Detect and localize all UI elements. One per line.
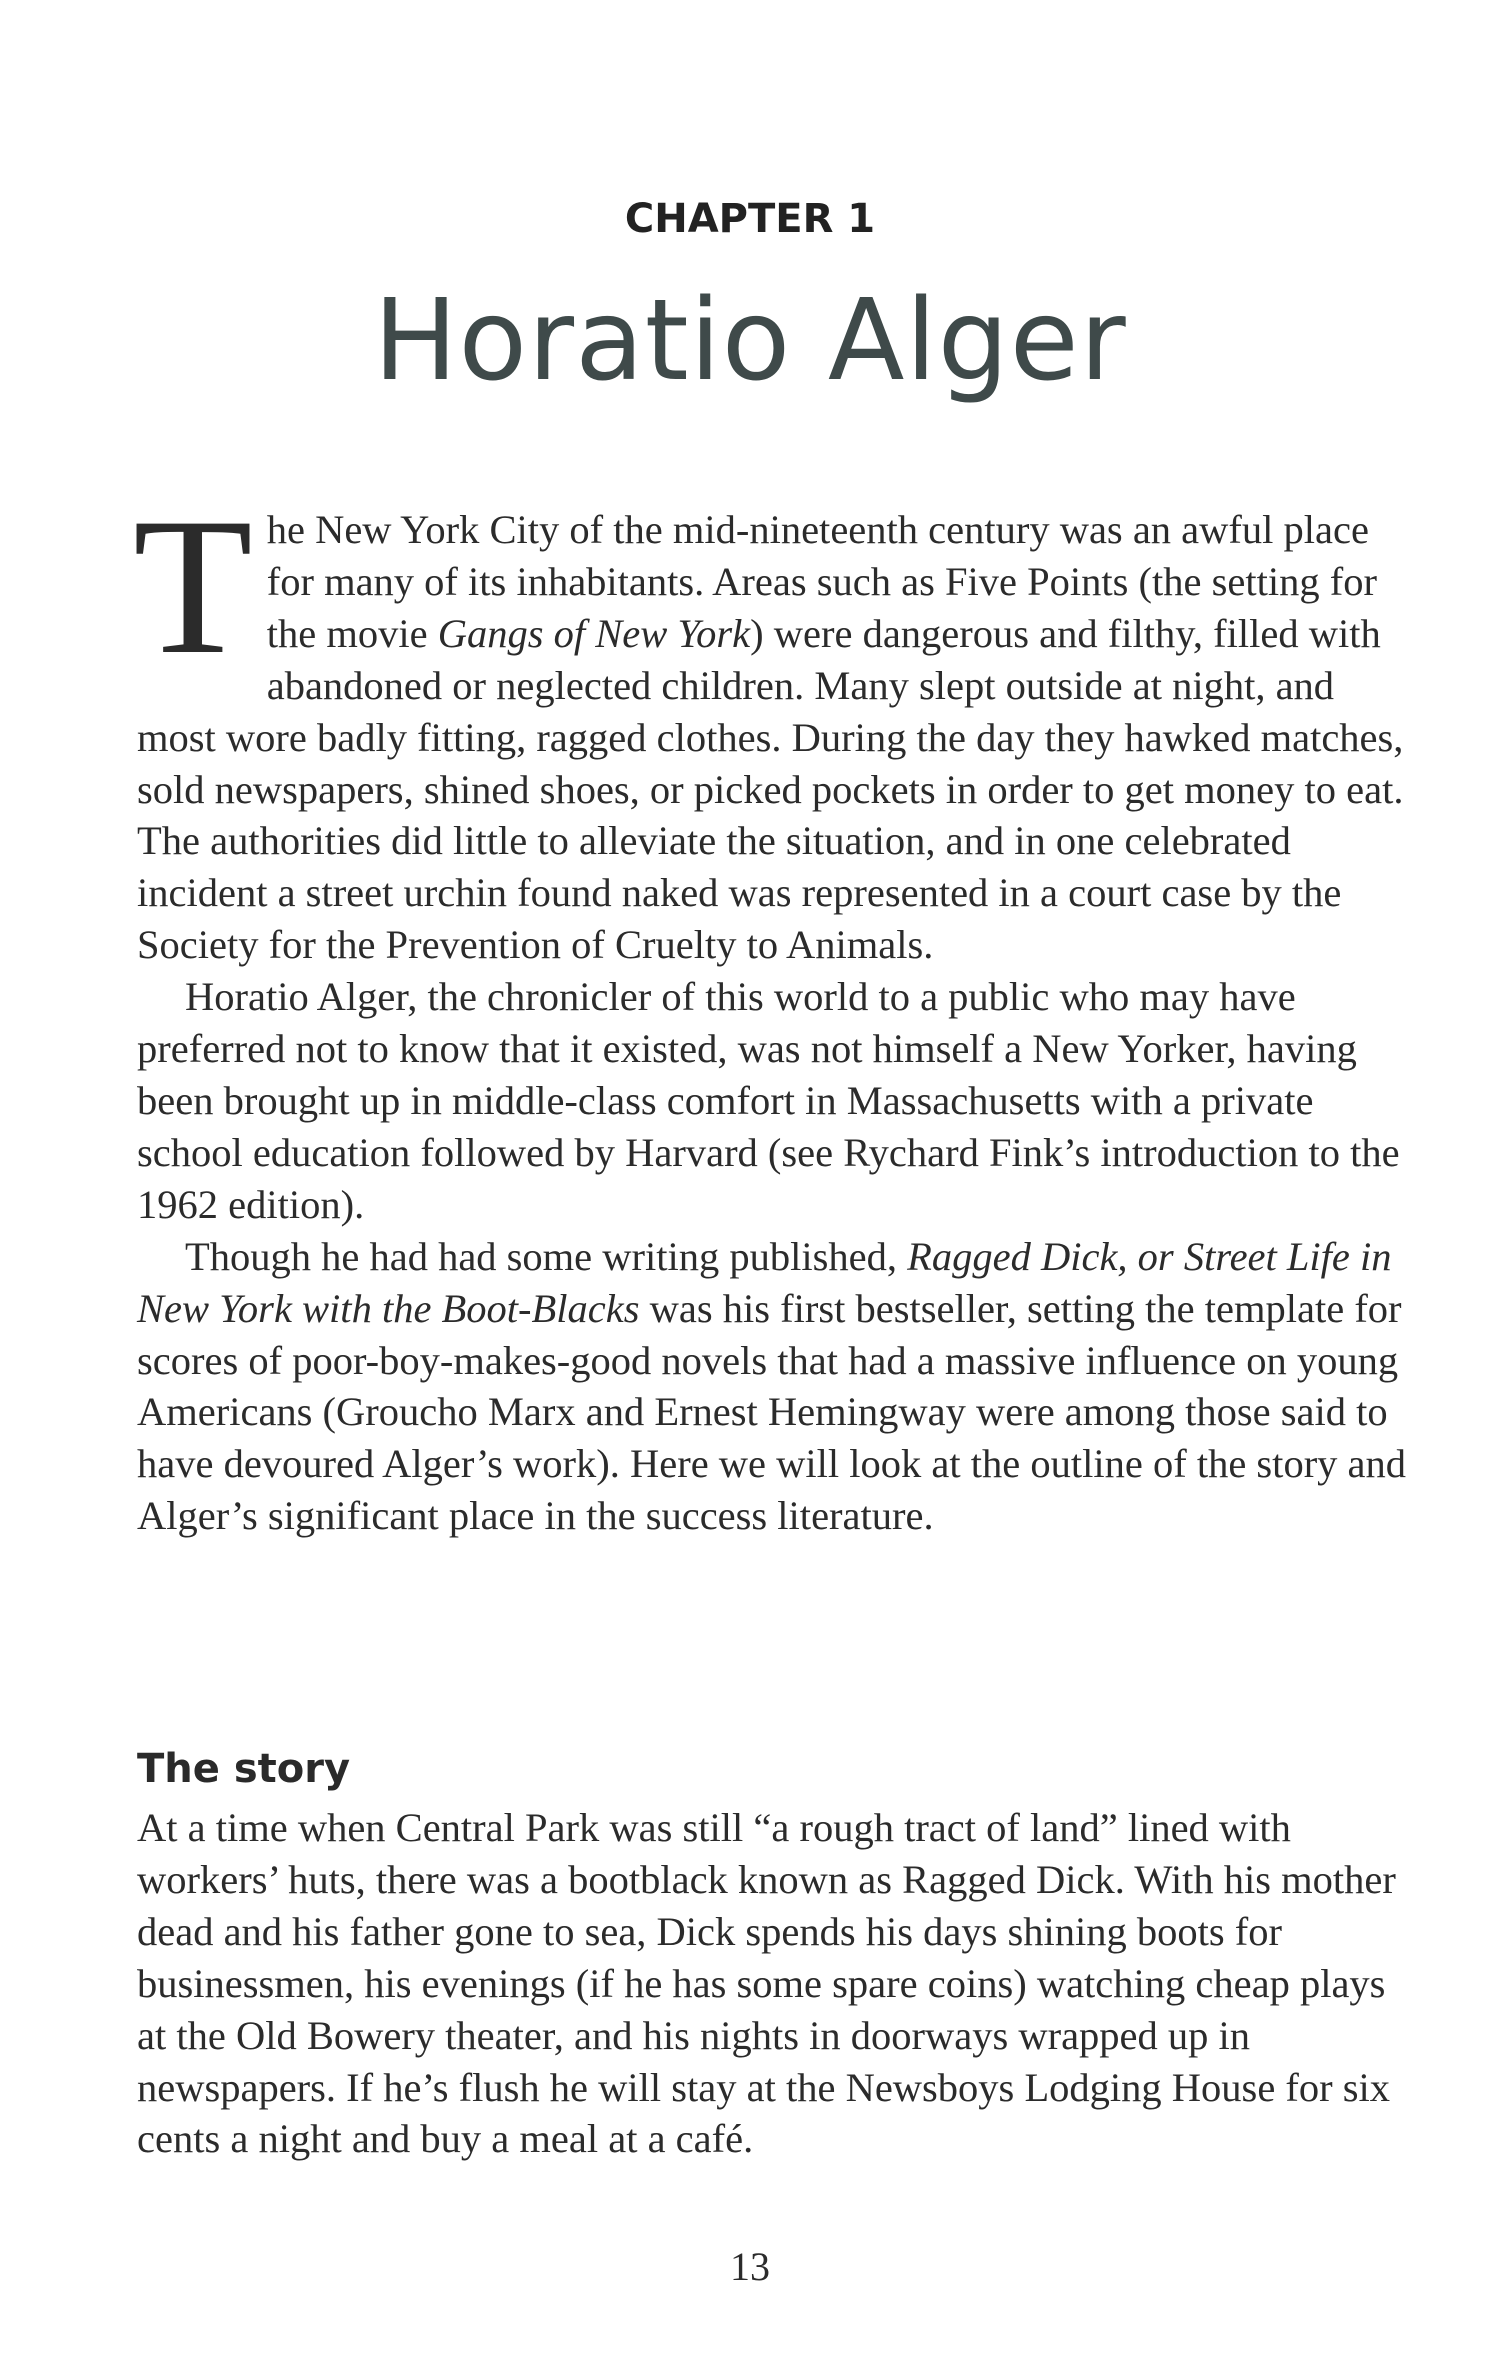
intro-text-a: he New York City of the mid-nineteenth century was an awful place for many of its inhabitants. Areas such as Five Points (the setting for the movie (266, 507, 1377, 656)
intro-section (133, 478, 1409, 1542)
intro-para3-text-a: Though he had had some writing published, (185, 1233, 908, 1279)
intro-para3-text-b: was his first bestseller, setting the template for scores of poor-boy-makes-good novels that had a massive influence on young Americans (Groucho Marx and Ernest Hemingway were among those said to have devoured Alger’s work). Here we will look at the outline of the story and Alger’s significant place in the success literature. (137, 1285, 1407, 1539)
section-heading: The story (137, 1746, 351, 1792)
story-paragraph-1: At a time when Central Park was still “a rough tract of land” lined with workers’ huts, there was a bootblack known as Ragged Dick. With his mother dead and his father gone to sea, Dick spends his days shining boots for businessmen, his evenings (if he has some spare coins) watching cheap plays at the Old Bowery theater, and his nights in doorways wrapped up in newspapers. If he’s flush he will stay at the Newsboys Lodging House for six cents a night and buy a meal at a café. (137, 1805, 1396, 2162)
chapter-title: Horatio Alger (373, 276, 1127, 406)
intro-paragraph-3 (137, 1231, 1409, 1542)
movie-title: Gangs of New York (437, 610, 751, 656)
book-title: Ragged Dick, or Street Life in New York with the Boot-Blacks (137, 1233, 1392, 1331)
intro-text-b: ) were dangerous and filthy, filled with abandoned or neglected children. Many slept outside at night, and most wore badly fitting, ragged clothes. During the day they hawked matches, sold newspapers, shined shoes, or picked pockets in order to get money to eat. The authorities did little to alleviate the situation, and in one celebrated incident a street urchin found naked was represented in a court case by the Society for the Prevention of Cruelty to Animals. (137, 610, 1404, 968)
page-number: 13 (730, 2244, 770, 2289)
intro-paragraph-1 (133, 478, 1409, 971)
intro-paragraph-2: Horatio Alger, the chronicler of this world to a public who may have preferred not to know that it existed, was not himself a New Yorker, having been brought up in middle-class comfort in Massachusetts with a private school education followed by Harvard (see Rychard Fink’s introduction to the 1962 edition). (137, 974, 1400, 1227)
story-section (137, 1802, 1409, 2165)
drop-cap: T (133, 478, 253, 695)
chapter-label: CHAPTER 1 (624, 196, 876, 242)
